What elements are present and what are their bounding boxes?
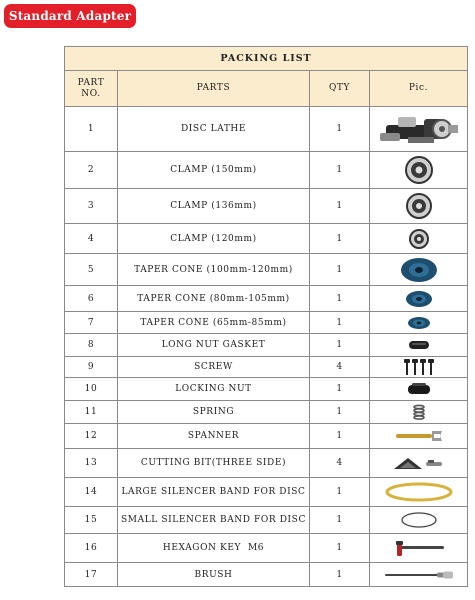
- quantity-cell: 1: [310, 534, 370, 563]
- part-number-cell: 11: [65, 401, 118, 424]
- large-silencer-band-icon: [370, 481, 467, 503]
- part-name-cell: LOCKING NUT: [118, 378, 310, 401]
- part-name-cell: CLAMP (120mm): [118, 224, 310, 254]
- part-picture-cell: [370, 449, 468, 478]
- part-name-cell: CLAMP (136mm): [118, 189, 310, 224]
- header-part-no: PART NO.: [65, 71, 118, 107]
- locking-nut-icon: [370, 382, 467, 396]
- table-row: [65, 507, 468, 534]
- clamp-120-icon: [370, 228, 467, 250]
- part-number-cell: 10: [65, 378, 118, 401]
- part-number-cell: 7: [65, 312, 118, 334]
- table-row: [65, 478, 468, 507]
- part-picture-cell: [370, 478, 468, 507]
- taper-cone-large-icon: [370, 256, 467, 284]
- part-number-cell: 15: [65, 507, 118, 534]
- quantity-cell: 1: [310, 378, 370, 401]
- part-number-cell: 8: [65, 334, 118, 357]
- cutting-bit-icon: [370, 455, 467, 471]
- quantity-cell: 1: [310, 152, 370, 189]
- table-row: [65, 534, 468, 563]
- part-name-cell: SCREW: [118, 357, 310, 378]
- part-name-cell: HEXAGON KEY M6: [118, 534, 310, 563]
- header-parts: PARTS: [118, 71, 310, 107]
- part-number-cell: 3: [65, 189, 118, 224]
- standard-adapter-badge: Standard Adapter: [4, 4, 136, 28]
- quantity-cell: 1: [310, 478, 370, 507]
- table-row: [65, 334, 468, 357]
- packing-list-table: [64, 46, 468, 587]
- table-row: [65, 563, 468, 587]
- quantity-cell: 1: [310, 254, 370, 286]
- quantity-cell: 1: [310, 107, 370, 152]
- part-picture-cell: [370, 286, 468, 312]
- table-row: [65, 189, 468, 224]
- quantity-cell: 1: [310, 334, 370, 357]
- table-row: [65, 449, 468, 478]
- part-name-cell: CLAMP (150mm): [118, 152, 310, 189]
- part-number-cell: 13: [65, 449, 118, 478]
- brush-icon: [370, 570, 467, 580]
- packing-list-body: [65, 107, 468, 587]
- clamp-136-icon: [370, 192, 467, 220]
- table-row: [65, 424, 468, 449]
- part-number-cell: 4: [65, 224, 118, 254]
- part-number-cell: 14: [65, 478, 118, 507]
- table-row: [65, 378, 468, 401]
- part-name-cell: LONG NUT GASKET: [118, 334, 310, 357]
- quantity-cell: 1: [310, 401, 370, 424]
- header-pic: Pic.: [370, 71, 468, 107]
- part-name-cell: BRUSH: [118, 563, 310, 587]
- table-row: [65, 224, 468, 254]
- part-number-cell: 1: [65, 107, 118, 152]
- taper-cone-small-icon: [370, 315, 467, 331]
- part-picture-cell: [370, 401, 468, 424]
- part-picture-cell: [370, 357, 468, 378]
- table-row: [65, 286, 468, 312]
- disc-lathe-icon: [370, 111, 467, 147]
- spring-icon: [370, 404, 467, 420]
- part-name-cell: CUTTING BIT(THREE SIDE): [118, 449, 310, 478]
- quantity-cell: 1: [310, 312, 370, 334]
- hexagon-key-icon: [370, 538, 467, 558]
- quantity-cell: 1: [310, 507, 370, 534]
- part-name-cell: SMALL SILENCER BAND FOR DISC: [118, 507, 310, 534]
- quantity-cell: 1: [310, 563, 370, 587]
- part-number-cell: 9: [65, 357, 118, 378]
- part-number-cell: 16: [65, 534, 118, 563]
- part-picture-cell: [370, 189, 468, 224]
- part-name-cell: TAPER CONE (100mm-120mm): [118, 254, 310, 286]
- table-row: [65, 152, 468, 189]
- clamp-150-icon: [370, 155, 467, 185]
- quantity-cell: 1: [310, 424, 370, 449]
- header-qty: QTY: [310, 71, 370, 107]
- part-name-cell: DISC LATHE: [118, 107, 310, 152]
- part-number-cell: 5: [65, 254, 118, 286]
- quantity-cell: 4: [310, 449, 370, 478]
- part-picture-cell: [370, 424, 468, 449]
- part-picture-cell: [370, 507, 468, 534]
- table-row: [65, 312, 468, 334]
- part-number-cell: 2: [65, 152, 118, 189]
- part-picture-cell: [370, 312, 468, 334]
- part-name-cell: LARGE SILENCER BAND FOR DISC: [118, 478, 310, 507]
- small-silencer-band-icon: [370, 510, 467, 530]
- quantity-cell: 1: [310, 189, 370, 224]
- part-picture-cell: [370, 254, 468, 286]
- quantity-cell: 1: [310, 224, 370, 254]
- taper-cone-medium-icon: [370, 289, 467, 309]
- table-title: PACKING LIST: [65, 47, 468, 71]
- part-name-cell: SPANNER: [118, 424, 310, 449]
- part-picture-cell: [370, 534, 468, 563]
- table-row: [65, 401, 468, 424]
- part-number-cell: 17: [65, 563, 118, 587]
- part-picture-cell: [370, 563, 468, 587]
- nut-gasket-icon: [370, 338, 467, 352]
- part-number-cell: 12: [65, 424, 118, 449]
- screws-icon: [370, 358, 467, 376]
- table-row: [65, 357, 468, 378]
- part-picture-cell: [370, 152, 468, 189]
- part-picture-cell: [370, 334, 468, 357]
- part-number-cell: 6: [65, 286, 118, 312]
- quantity-cell: 4: [310, 357, 370, 378]
- spanner-icon: [370, 429, 467, 443]
- part-name-cell: SPRING: [118, 401, 310, 424]
- part-picture-cell: [370, 378, 468, 401]
- table-row: [65, 107, 468, 152]
- part-picture-cell: [370, 107, 468, 152]
- table-row: [65, 254, 468, 286]
- part-name-cell: TAPER CONE (65mm-85mm): [118, 312, 310, 334]
- part-name-cell: TAPER CONE (80mm-105mm): [118, 286, 310, 312]
- quantity-cell: 1: [310, 286, 370, 312]
- part-picture-cell: [370, 224, 468, 254]
